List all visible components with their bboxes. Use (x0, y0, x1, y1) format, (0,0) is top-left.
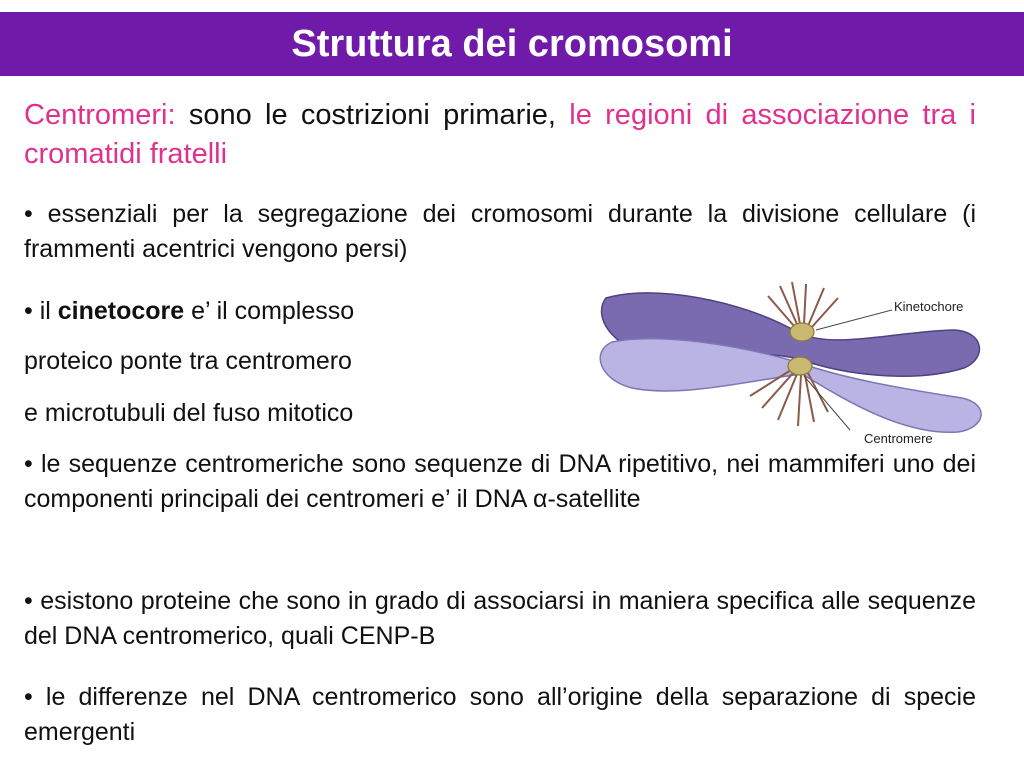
intro-definition: sono le costrizioni primarie, (175, 99, 570, 131)
bullet-kinetochore-term: cinetocore (57, 297, 185, 325)
bullet-kinetochore-prefix: • il (24, 297, 58, 325)
bullet-kinetochore-line2: proteico ponte tra centromero (24, 347, 352, 375)
chromosome-diagram (592, 280, 992, 450)
kinetochore-lower (788, 357, 812, 375)
chromosome-figure (592, 280, 992, 450)
intro-colon: : (167, 99, 176, 131)
bullet-segregation: • essenziali per la segregazione dei cromosomi durante la divisione cellulare (i frammenti acentrici vengono persi) (24, 200, 976, 263)
bullet-kinetochore-rest: e’ il complesso (184, 297, 355, 325)
bullet-cenp-b: • esistono proteine che sono in grado di associarsi in maniera specifica alle sequenze del DNA centromerico, quali CENP-B (24, 587, 976, 650)
kinetochore-upper (790, 323, 814, 341)
label-centromere: Centromere (864, 431, 933, 446)
bullet-alpha-satellite: • le sequenze centromeriche sono sequenze di DNA ripetitivo, nei mammiferi uno dei componenti principali dei centromeri e’ il DNA α-satellite (24, 450, 976, 513)
title-bar (0, 12, 1024, 76)
intro-highlight: le regioni di associazione tra i cromatidi fratelli (24, 99, 976, 170)
bullet-kinetochore-line3: e microtubuli del fuso mitotico (24, 399, 354, 427)
intro-paragraph (24, 96, 976, 174)
intro-term: Centromeri (24, 99, 168, 131)
bullet-speciation: • le differenze nel DNA centromerico sono all’origine della separazione di specie emergenti (24, 683, 976, 746)
label-kinetochore: Kinetochore (894, 299, 964, 314)
slide-title: Struttura dei cromosomi (291, 22, 733, 65)
bullet-kinetochore-line1 (24, 294, 354, 329)
upper-microtubules (768, 282, 838, 328)
